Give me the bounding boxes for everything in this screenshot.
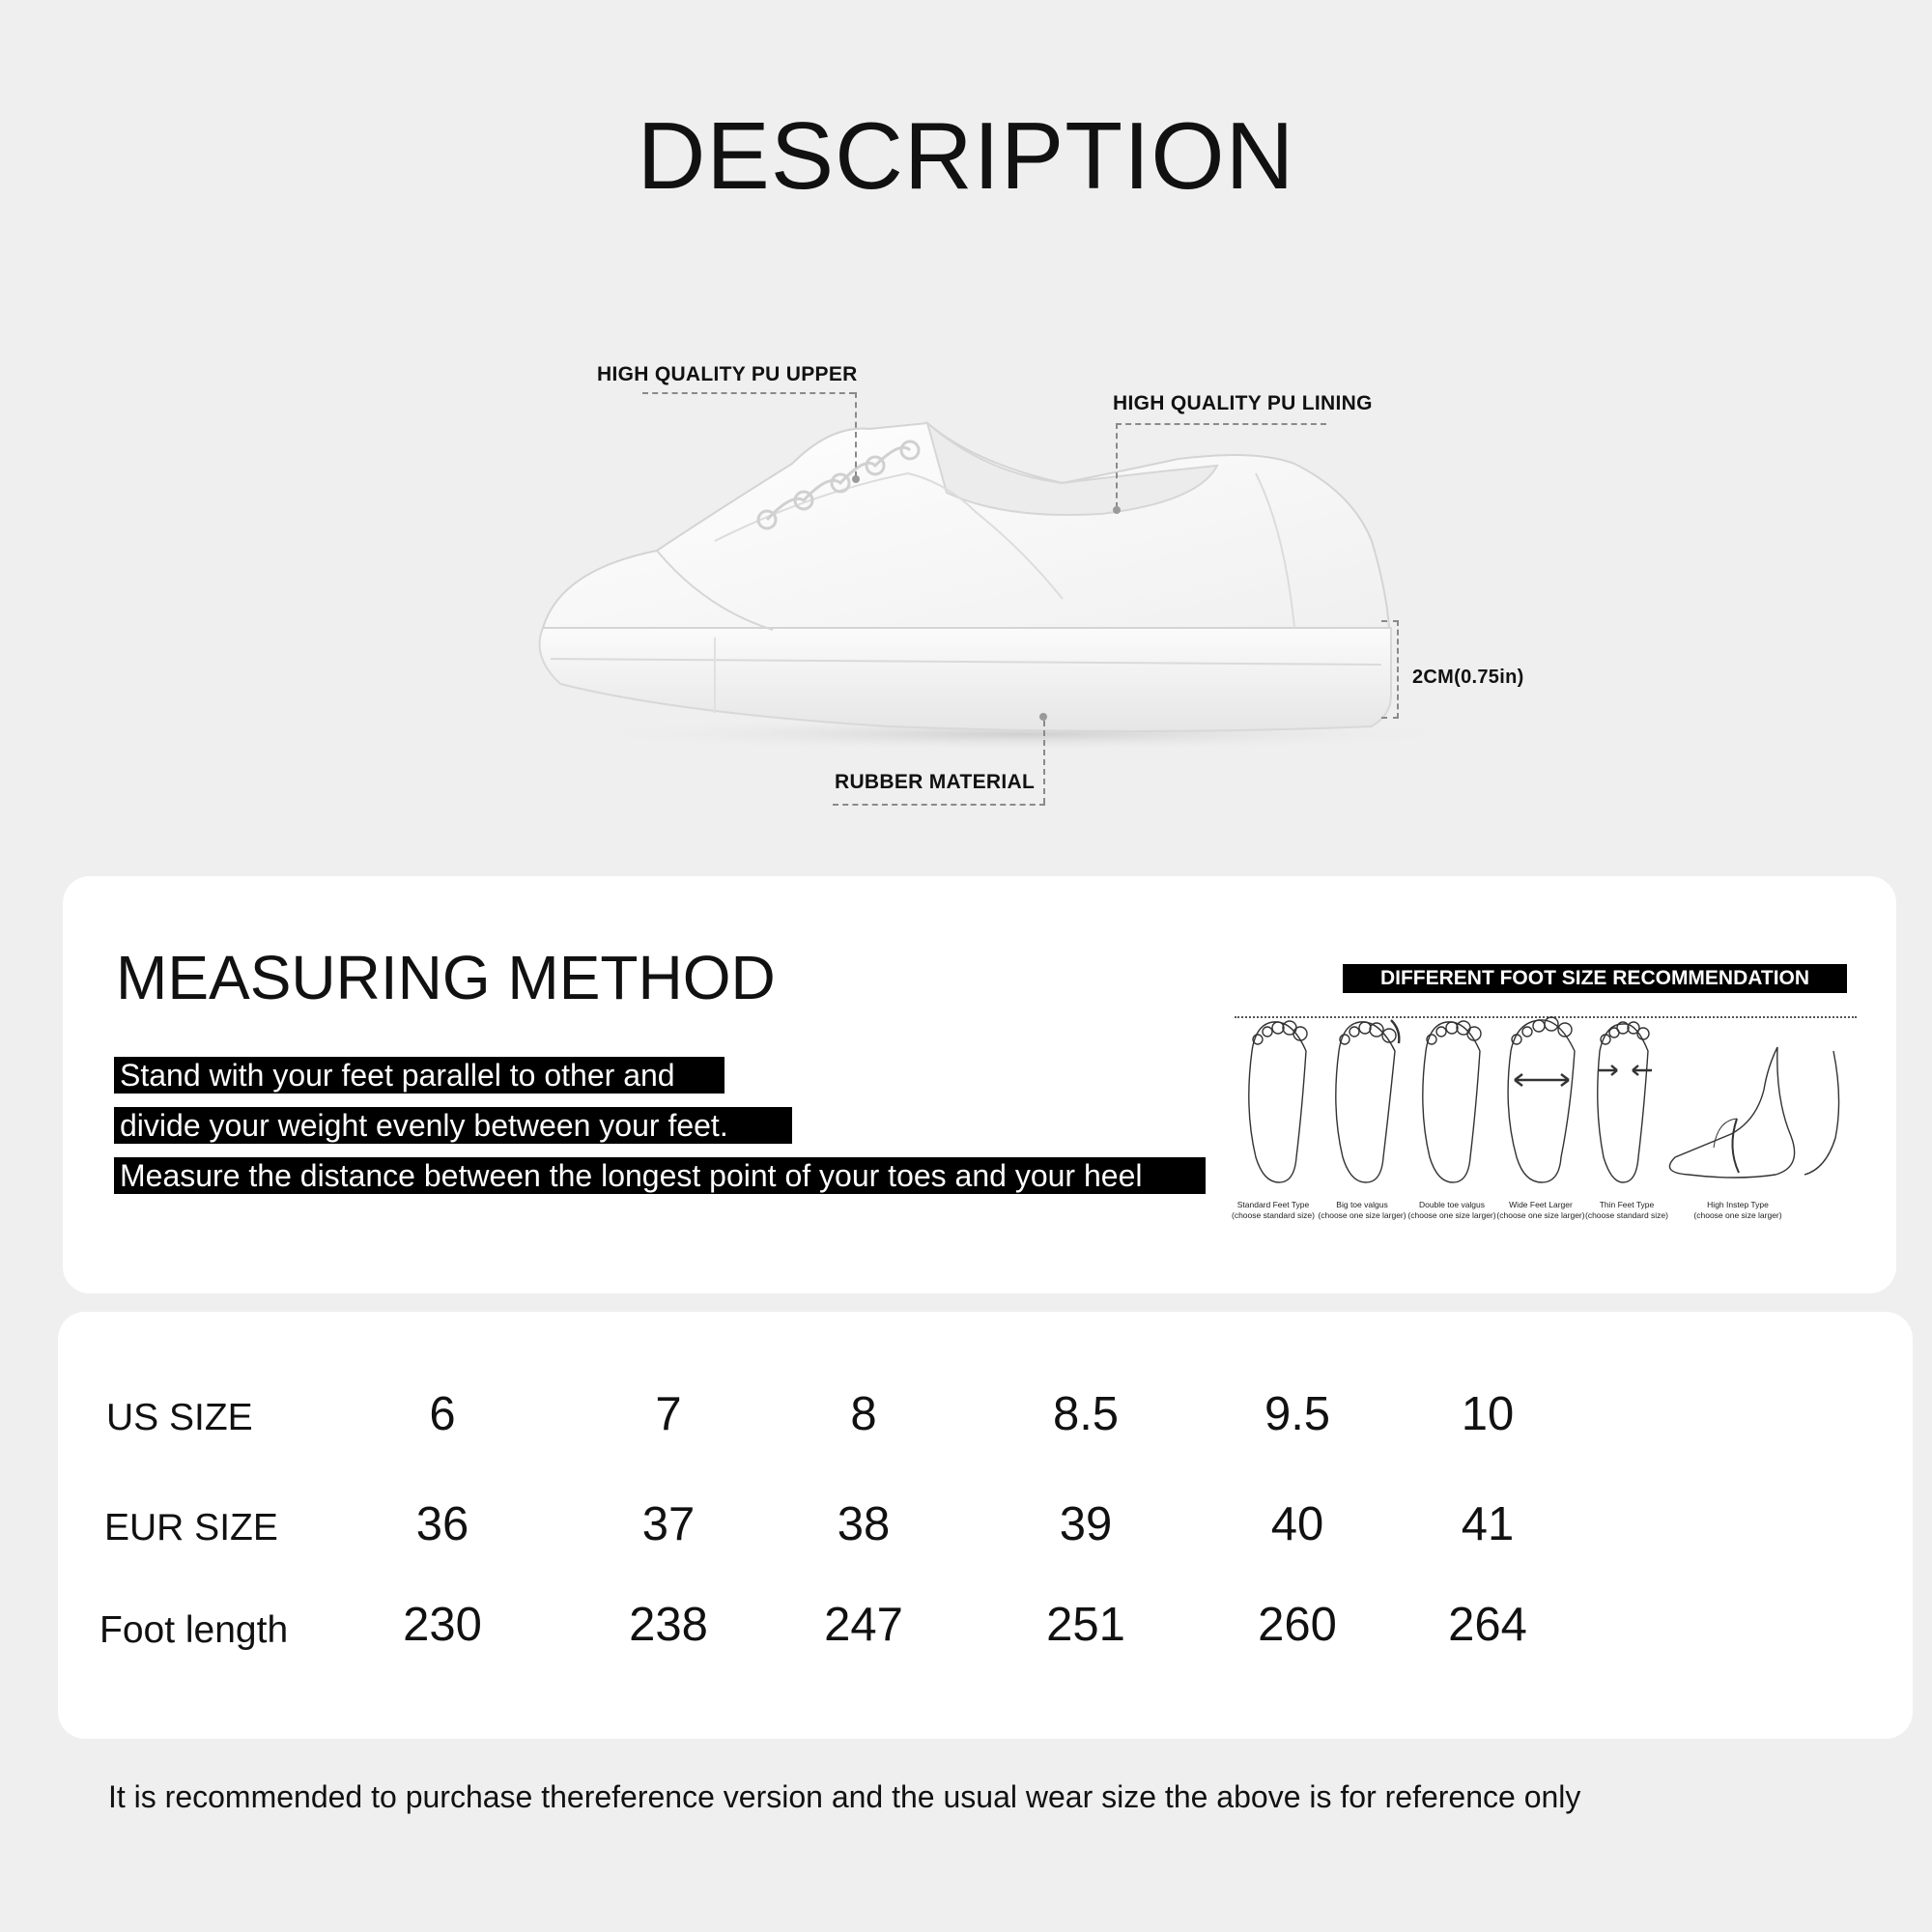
foot-type-note: (choose one size larger) xyxy=(1407,1210,1496,1220)
callout-lining-dot xyxy=(1113,506,1121,514)
sneaker-illustration xyxy=(522,406,1488,753)
foot-type-name: Thin Feet Type xyxy=(1599,1200,1655,1209)
foot-size-banner: DIFFERENT FOOT SIZE RECOMMENDATION xyxy=(1343,964,1847,993)
foot-type-note: (choose one size larger) xyxy=(1693,1210,1782,1220)
foot-type-standard xyxy=(1225,1200,1321,1221)
size-cell: 8 xyxy=(850,1388,877,1440)
size-cell: 37 xyxy=(641,1498,696,1550)
size-cell: 260 xyxy=(1258,1599,1337,1651)
foot-types-illustration xyxy=(1235,1012,1857,1196)
size-cell: 238 xyxy=(629,1599,708,1651)
foot-type-double-toe-valgus xyxy=(1401,1200,1503,1221)
footer-note: It is recommended to purchase thereference version and the usual wear size the above is for reference only xyxy=(108,1779,1581,1814)
foot-type-note: (choose one size larger) xyxy=(1496,1210,1585,1220)
size-cell: 39 xyxy=(1059,1498,1113,1550)
size-chart-card xyxy=(58,1312,1913,1739)
foot-type-big-toe-valgus xyxy=(1312,1200,1412,1221)
foot-type-name: Big toe valgus xyxy=(1336,1200,1388,1209)
measuring-step-1: Stand with your feet parallel to other and xyxy=(114,1057,724,1094)
callout-lining-leader xyxy=(1116,423,1326,425)
callout-sole-leader xyxy=(833,804,1045,806)
callout-upper-dot xyxy=(852,475,860,483)
foot-type-thin xyxy=(1578,1200,1675,1221)
size-cell: 230 xyxy=(403,1599,482,1651)
callout-sole-dot xyxy=(1039,713,1047,721)
size-cell: 264 xyxy=(1448,1599,1527,1651)
size-cell: 36 xyxy=(415,1498,469,1550)
foot-type-name: Wide Feet Larger xyxy=(1509,1200,1573,1209)
measuring-step-3: Measure the distance between the longest point of your toes and your heel xyxy=(114,1157,1206,1194)
size-cell: 40 xyxy=(1270,1498,1324,1550)
foot-type-high-instep xyxy=(1685,1200,1791,1221)
measuring-step-2: divide your weight evenly between your feet. xyxy=(114,1107,792,1144)
callout-lining: HIGH QUALITY PU LINING xyxy=(1113,392,1373,414)
callout-lining-leader-v xyxy=(1116,423,1118,508)
row-label-us-size: US SIZE xyxy=(106,1397,253,1438)
size-cell: 8.5 xyxy=(1052,1388,1120,1440)
foot-type-name: Double toe valgus xyxy=(1418,1200,1486,1209)
foot-type-note: (choose standard size) xyxy=(1585,1210,1668,1220)
callout-sole-leader-v xyxy=(1043,721,1045,804)
foot-type-note: (choose standard size) xyxy=(1232,1210,1315,1220)
sneaker-image xyxy=(522,406,1488,753)
foot-type-name: High Instep Type xyxy=(1707,1200,1769,1209)
row-label-foot-length: Foot length xyxy=(99,1609,289,1651)
foot-outlines xyxy=(1235,1012,1857,1196)
foot-type-name: Standard Feet Type xyxy=(1236,1200,1310,1209)
callout-sole: RUBBER MATERIAL xyxy=(835,771,1036,793)
size-cell: 7 xyxy=(655,1388,682,1440)
size-cell: 251 xyxy=(1046,1599,1125,1651)
measuring-method-title: MEASURING METHOD xyxy=(116,943,776,1012)
size-cell: 41 xyxy=(1461,1498,1515,1550)
size-cell: 38 xyxy=(837,1498,891,1550)
callout-upper-leader-v xyxy=(855,392,857,477)
size-cell: 10 xyxy=(1461,1388,1515,1440)
callout-upper-leader xyxy=(642,392,855,394)
size-cell: 6 xyxy=(429,1388,456,1440)
callout-height: 2CM(0.75in) xyxy=(1412,667,1524,688)
page-title: DESCRIPTION xyxy=(637,102,1295,209)
sole-height-bracket xyxy=(1381,620,1399,719)
size-cell: 9.5 xyxy=(1264,1388,1331,1440)
size-cell: 247 xyxy=(824,1599,903,1651)
callout-upper: HIGH QUALITY PU UPPER xyxy=(597,363,858,385)
foot-type-note: (choose one size larger) xyxy=(1318,1210,1406,1220)
row-label-eur-size: EUR SIZE xyxy=(104,1507,278,1548)
foot-type-wide xyxy=(1490,1200,1592,1221)
